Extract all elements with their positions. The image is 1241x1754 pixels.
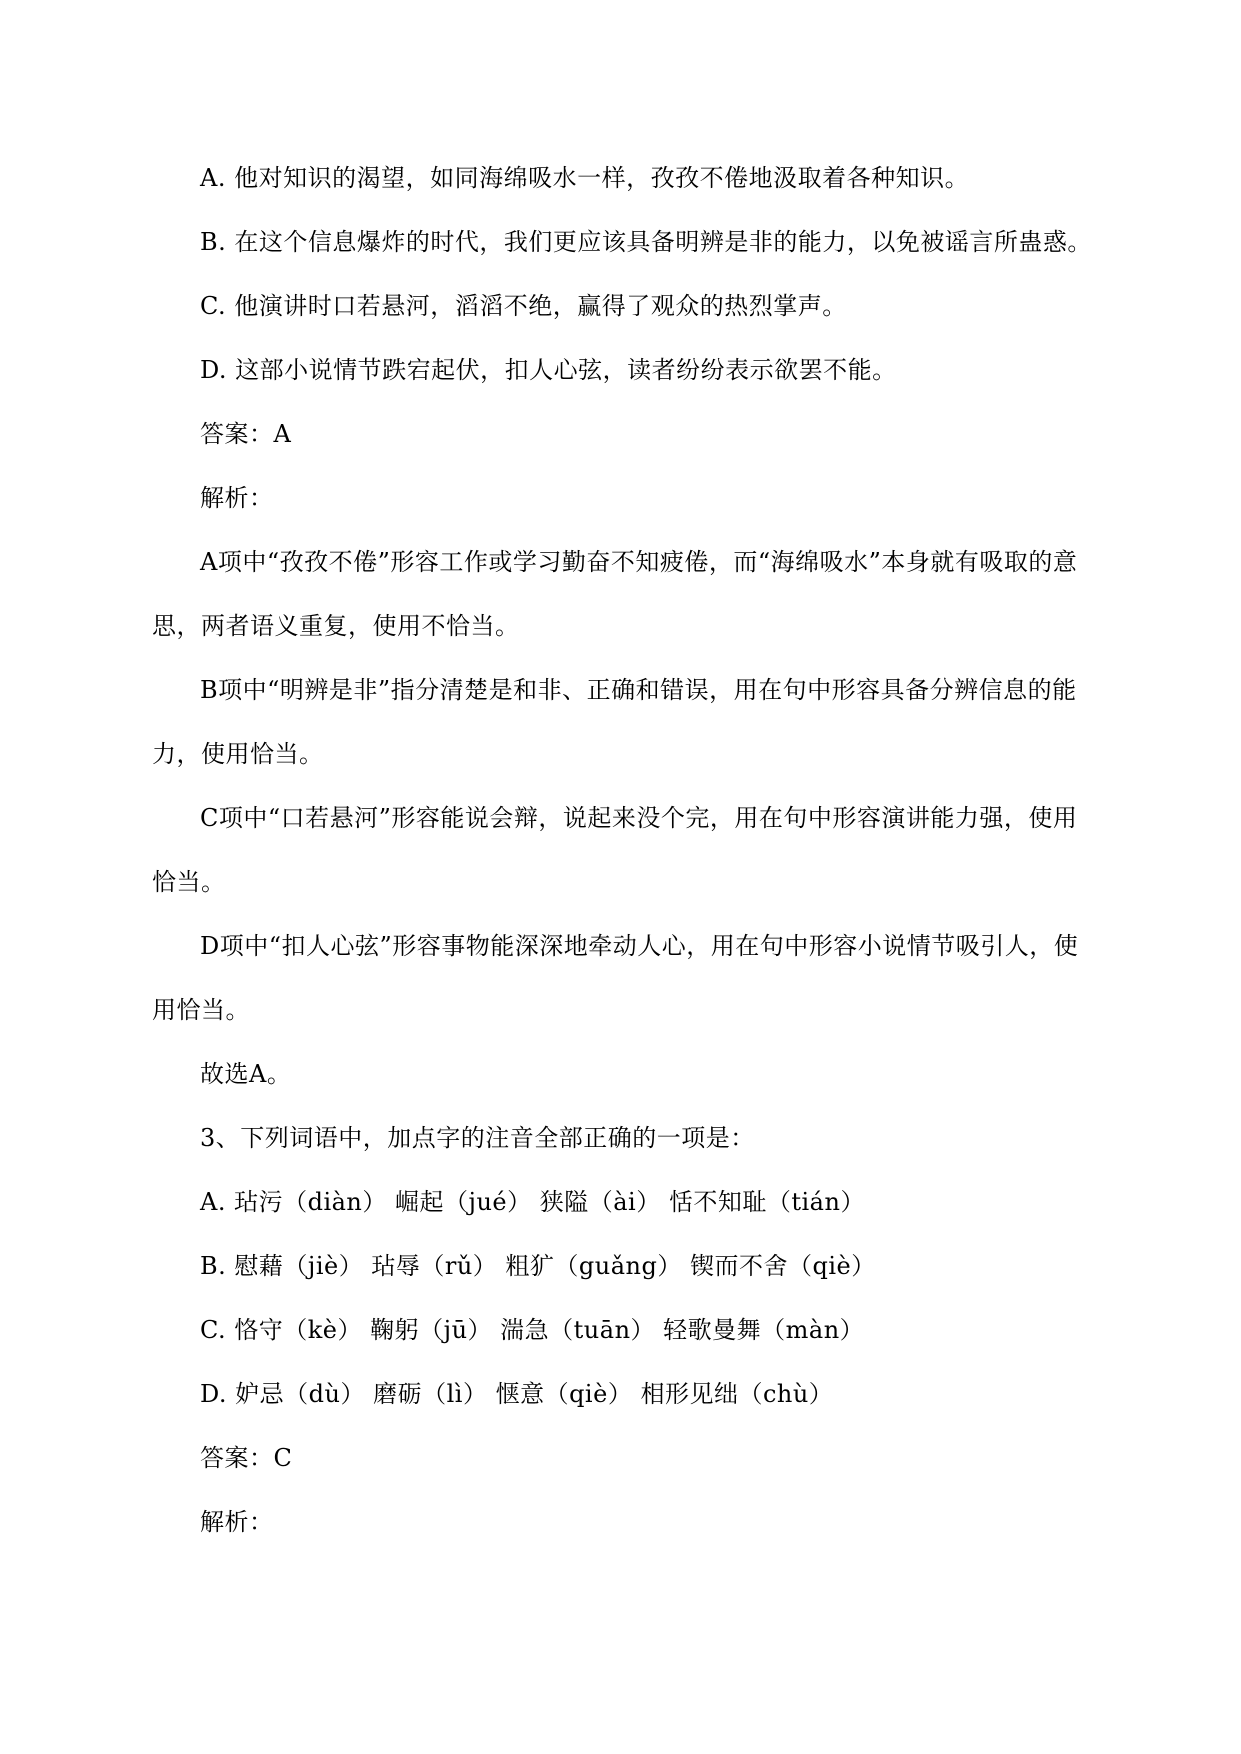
q2-analysis-b: B项中“明辨是非”指分清楚是和非、正确和错误，用在句中形容具备分辨信息的能力，使用恰当。: [152, 676, 1077, 768]
q3-option-c: C. 恪守（kè） 鞠躬（jū） 湍急（tuān） 轻歌曼舞（màn）: [200, 1316, 865, 1344]
q2-option-d: D. 这部小说情节跌宕起伏，扣人心弦，读者纷纷表示欲罢不能。: [200, 356, 897, 384]
q2-analysis-label: 解析：: [200, 484, 274, 512]
q3-option-d: D. 妒忌（dù） 磨砺（lì） 惬意（qiè） 相形见绌（chù）: [200, 1380, 834, 1408]
q2-conclusion: 故选A。: [200, 1060, 292, 1088]
q2-option-a: A. 他对知识的渴望，如同海绵吸水一样，孜孜不倦地汲取着各种知识。: [200, 164, 970, 192]
q3-option-b: B. 慰藉（jiè） 玷辱（rǔ） 粗犷（guǎng） 锲而不舍（qiè）: [200, 1252, 876, 1280]
q2-option-b: B. 在这个信息爆炸的时代，我们更应该具备明辨是非的能力，以免被谣言所蛊惑。: [200, 228, 1092, 256]
q2-analysis-c: C项中“口若悬河”形容能说会辩，说起来没个完，用在句中形容演讲能力强，使用恰当。: [152, 804, 1078, 896]
q3-answer: 答案：C: [200, 1444, 293, 1472]
q3-option-a: A. 玷污（diàn） 崛起（jué） 狭隘（ài） 恬不知耻（tián）: [200, 1188, 865, 1216]
q2-option-c: C. 他演讲时口若悬河，滔滔不绝，赢得了观众的热烈掌声。: [200, 292, 847, 320]
document-body: [152, 146, 1092, 1554]
q2-answer: 答案：A: [200, 420, 292, 448]
q3-analysis-label: 解析：: [200, 1508, 274, 1536]
q2-analysis-a: A项中“孜孜不倦”形容工作或学习勤奋不知疲倦，而“海绵吸水”本身就有吸取的意思，两者语义重复，使用不恰当。: [152, 548, 1078, 640]
q2-analysis-d: D项中“扣人心弦”形容事物能深深地牵动人心，用在句中形容小说情节吸引人，使用恰当。: [152, 932, 1079, 1024]
q3-stem: 3、下列词语中，加点字的注音全部正确的一项是：: [200, 1124, 755, 1152]
